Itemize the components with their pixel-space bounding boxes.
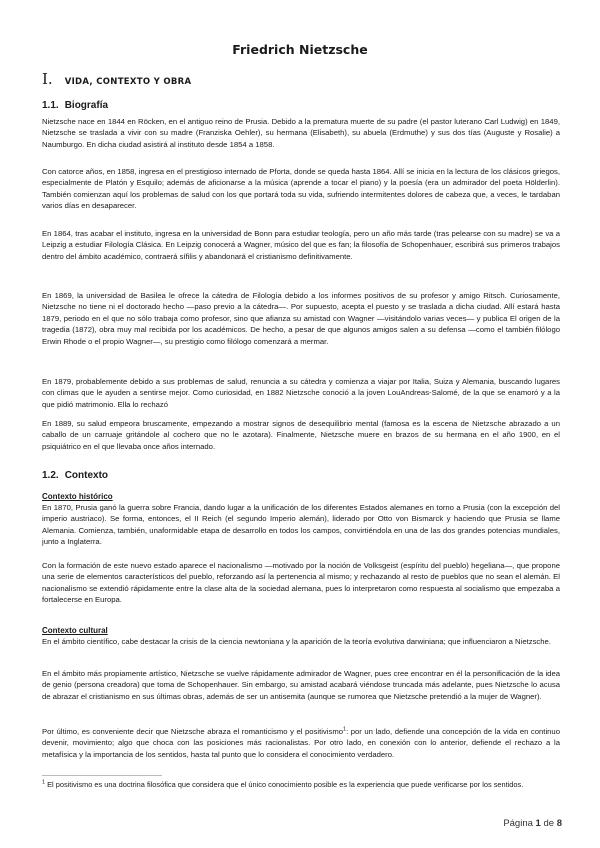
paragraph: Con catorce años, en 1858, ingresa en el prestigioso internado de Pforta, donde se queda hasta 1864. Allí se inicia en la lectura de los clásicos griegos, especialmente de Platón y Esquilo; además de aficionarse a la música (aprende a tocar el piano) y la poesía (era un admirador del poeta Hölderlin). También comienzan aquí los problemas de salud con los que portará toda su vida, sufriendo intermitentes dolores de cabeza que, a veces, le tardaban varios días en desaparecer. bbox=[42, 166, 560, 211]
section-title: Biografía bbox=[64, 100, 109, 111]
paragraph: En 1869, la universidad de Basilea le ofrece la cátedra de Filología debido a los informes positivos de su profesor y amigo Ritsch. Curiosamente, Nietzsche no tiene ni el doctorado hecho —paso previo a la cátedra—. Por supuesto, acepta el puesto y se traslada a dicha ciudad. Allí estará hasta 1879, periodo en el que no sólo trabaja como profesor, sino que afianza su amistad con Wagner —visitándolo varias veces— y publica El origen de la tragedia (1872), obra muy mal recibida por los académicos. De hecho, a pesar de que algunos amigos salen a su defensa —como el también filólogo Erwin Rhode o el propio Wagner—, su prestigio como filólogo comenzará a mermar. bbox=[42, 290, 560, 347]
paragraph bbox=[42, 726, 560, 761]
subsection-heading-historico: Contexto histórico bbox=[42, 492, 113, 501]
paragraph: En 1879, probablemente debido a sus problemas de salud, renuncia a su cátedra y comienza a viajar por Italia, Suiza y Alemania, buscando lugares con climas que le ayuden a sentirse mejor. Como curiosidad, en 1882 Nietzsche conoció a la joven LouAndreas-Salomé, de la que se enamoró y a la que pidió matrimonio. Ella lo rechazó bbox=[42, 376, 560, 409]
paragraph-text: : por un lado, defiende una concepción de la vida en continuo devenir, movimiento; algo que choca con las posiciones más racionalistas. Por otro lado, en conexión con lo anterior, defiende el rechazo a la metafísica y la importancia de los sentidos, hasta tal punto que lo considera el conocimiento verdadero. bbox=[42, 726, 560, 759]
paragraph: En el ámbito científico, cabe destacar la crisis de la ciencia newtoniana y la aparición de la teoría evolutiva darwiniana; que influenciaron a Nietzsche. bbox=[42, 636, 551, 646]
paragraph: En 1870, Prusia ganó la guerra sobre Francia, dando lugar a la unificación de los diferentes Estados alemanes en torno a Prusia (con la excepción del imperio austriaco). Se forma, entonces, el II Reich (el segundo Imperio alemán), liderado por Otto von Bismarck y haciendo que Prusia se llame Alemania. Comienza, también, unaformidable etapa de desarrollo en todos los campos, convirtiéndola en una de las dos grandes potencias mundiales, junto a Inglaterra. bbox=[42, 502, 560, 547]
paragraph: Nietzsche nace en 1844 en Röcken, en el antiguo reino de Prusia. Debido a la prematura muerte de su padre (el pastor luterano Carl Ludwig) en 1849, Nietzsche se traslada a vivir con su madre (Franziska Oehler), su hermana (Elisabeth), su abuela (Erdmuthe) y sus dos tías (Auguste y Rosalie) a Naumburgo. En dicha ciudad asistirá al instituto desde 1854 a 1858. bbox=[42, 116, 560, 149]
section-title: Contexto bbox=[64, 470, 109, 481]
paragraph: En 1864, tras acabar el instituto, ingresa en la universidad de Bonn para estudiar teología, pero un año más tarde (tras pelearse con su madre) se va a Leipzig a estudiar Filología Clásica. En Leipzig conocerá a Wagner, músico del que es fan; la filosofía de Schopenhauer, escribirá sus primeros trabajos dentro del ámbito académico, contraerá sífilis y abandonará el cristianismo definitivamente. bbox=[42, 228, 560, 261]
chapter-heading bbox=[42, 70, 191, 88]
page-current: 1 bbox=[535, 818, 541, 829]
footnote-mark: 1 bbox=[42, 779, 46, 786]
footnote bbox=[42, 779, 560, 790]
page-number bbox=[503, 818, 562, 829]
subsection-heading-cultural: Contexto cultural bbox=[42, 626, 108, 635]
section-heading-contexto bbox=[42, 470, 108, 481]
paragraph: Con la formación de este nuevo estado aparece el nacionalismo —motivado por la noción de Volksgeist (espíritu del pueblo) hegeliana—, que propone una serie de elementos característicos del pueblo, reforzando así la pertenencia al mismo; y rechazando al resto de pueblos que no sean el alemán. El nacionalismo se extendió rápidamente entre la clase alta de la sociedad alemana, pues lo interpretaron como respuesta al socialismo que empezaba a fortalecerse en Europa. bbox=[42, 560, 560, 605]
section-heading-biografia bbox=[42, 100, 108, 111]
document-title: Friedrich Nietzsche bbox=[232, 42, 368, 57]
footnote-divider bbox=[42, 775, 162, 776]
footnote-reference[interactable]: 1 bbox=[343, 726, 347, 733]
footnote-text: El positivismo es una doctrina filosófica que considera que el único conocimiento posible es la experiencia que puede verificarse por los sentidos. bbox=[47, 780, 524, 790]
chapter-title: VIDA, CONTEXTO Y OBRA bbox=[64, 77, 192, 87]
page-of: de bbox=[543, 818, 555, 829]
chapter-number: I. bbox=[42, 70, 53, 88]
section-number: 1.2. bbox=[42, 470, 59, 481]
paragraph-text: Por último, es conveniente decir que Nietzsche abraza el romanticismo y el positivismo bbox=[42, 726, 343, 736]
page-total: 8 bbox=[556, 818, 562, 829]
page-label: Página bbox=[503, 818, 533, 829]
paragraph: En 1889, su salud empeora bruscamente, empezando a mostrar signos de desequilibrio mental (famosa es la escena de Nietzsche abrazado a un caballo de un carruaje gritándole al cochero que no le azotara). Finalmente, Nietzsche muere en brazos de su hermana en el año 1900, en el psiquiátrico en el que llevaba once años internado. bbox=[42, 418, 560, 451]
section-number: 1.1. bbox=[42, 100, 59, 111]
paragraph: En el ámbito más propiamente artístico, Nietzsche se vuelve rápidamente admirador de Wagner, pues cree encontrar en él la personificación de la idea de genio (persona creadora) que toma de Schopenhauer. Sin embargo, su amistad acabará viéndose truncada más adelante, pues Nietzsche lo acusa de abrazar el cristianismo en sus últimas obras, además de ser un antisemita (aunque se rumorea que Nietzsche pretendió a la mujer de Wagner). bbox=[42, 668, 560, 701]
